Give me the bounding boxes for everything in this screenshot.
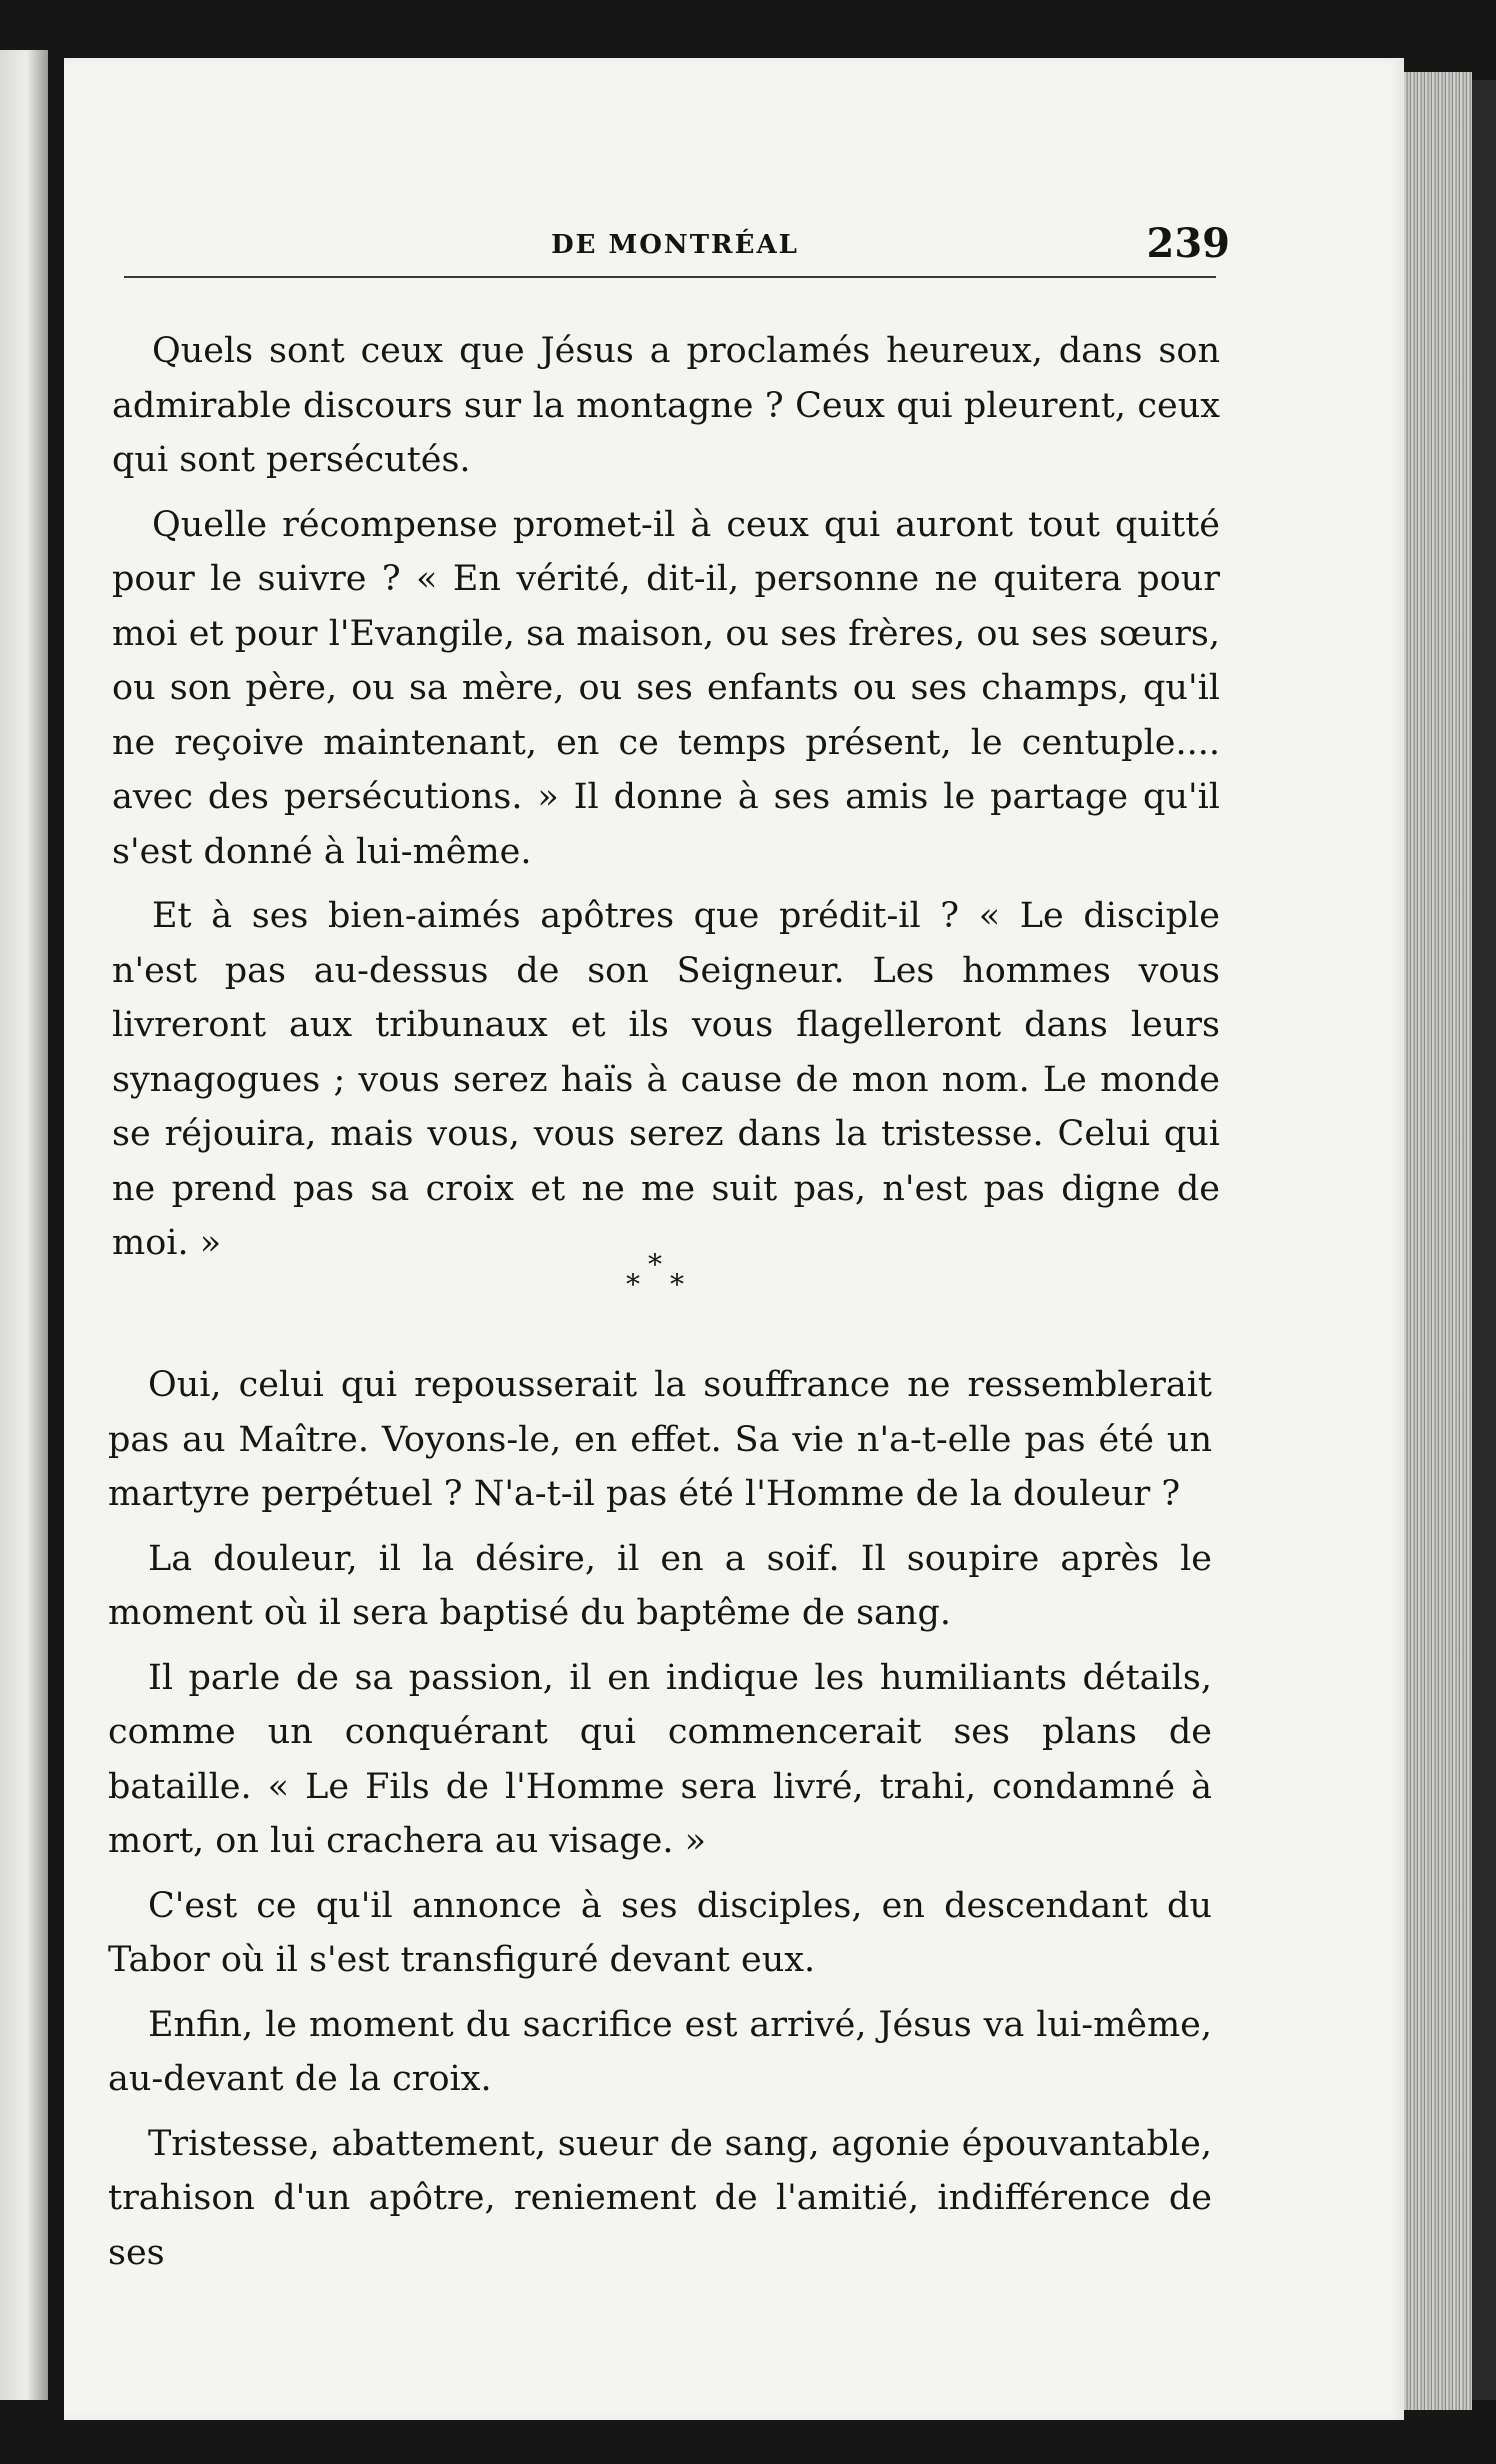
page-stack [1404, 72, 1472, 2410]
asterisk: * [626, 1268, 640, 1301]
asterism [590, 1248, 710, 1301]
paragraph: Quels sont ceux que Jésus a proclamés heureux, dans son admirable discours sur la montagne ? Ceux qui pleurent, ceux qui sont persécutés. [112, 331, 1220, 480]
paragraph: La douleur, il la désire, il en a soif. Il soupire après le moment où il sera baptisé du baptême de sang. [108, 1538, 1212, 1633]
paragraph: Oui, celui qui repousserait la souffrance ne ressemblerait pas au Maître. Voyons-le, en effet. Sa vie n'a-t-elle pas été un martyre perpétuel ? N'a-t-il pas été l'Homme de la douleur ? [108, 1365, 1212, 1514]
header-rule [124, 276, 1216, 278]
running-head [120, 220, 1230, 280]
paragraph: Quelle récompense promet-il à ceux qui auront tout quitté pour le suivre ? « En vérité, dit-il, personne ne quitera pour moi et pour l'Evangile, sa maison, ou ses frères, ou ses sœurs, ou son père, ou sa mère, ou ses enfants ou ses champs, qu'il ne reçoive maintenant, en ce temps présent, le centuple.... avec des persécutions. » Il donne à ses amis le partage qu'il s'est donné à lui-même. [112, 504, 1220, 872]
paragraph: Enfin, le moment du sacrifice est arrivé, Jésus va lui-même, au-devant de la croix. [108, 2004, 1212, 2099]
paragraph: Il parle de sa passion, il en indique les humiliants détails, comme un conquérant qui commencerait ses plans de bataille. « Le Fils de l'Homme sera livré, trahi, condamné à mort, on lui crachera au visage. » [108, 1657, 1212, 1861]
asterisk: * [670, 1268, 684, 1301]
asterisk: * [648, 1248, 662, 1281]
book-cover-edge [1472, 80, 1496, 2400]
page-number: 239 [1146, 220, 1230, 267]
text-section-2 [108, 1358, 1212, 2290]
paragraph: Tristesse, abattement, sueur de sang, agonie épouvantable, trahison d'un apôtre, reniement de l'amitié, indifférence de ses [108, 2123, 1212, 2273]
paragraph: Et à ses bien-aimés apôtres que prédit-il ? « Le disciple n'est pas au-dessus de son Seigneur. Les hommes vous livreront aux tribunaux et ils vous flagelleront dans leurs synagogues ; vous serez haïs à cause de mon nom. Le monde se réjouira, mais vous, vous serez dans la tristesse. Celui qui ne prend pas sa croix et ne me suit pas, n'est pas digne de moi. » [112, 896, 1220, 1263]
left-page-edge [0, 50, 48, 2400]
text-section-1 [112, 324, 1220, 1281]
paragraph: C'est ce qu'il annonce à ses disciples, en descendant du Tabor où il s'est transfiguré devant eux. [108, 1885, 1212, 1980]
running-title: DE MONTRÉAL [551, 230, 799, 260]
